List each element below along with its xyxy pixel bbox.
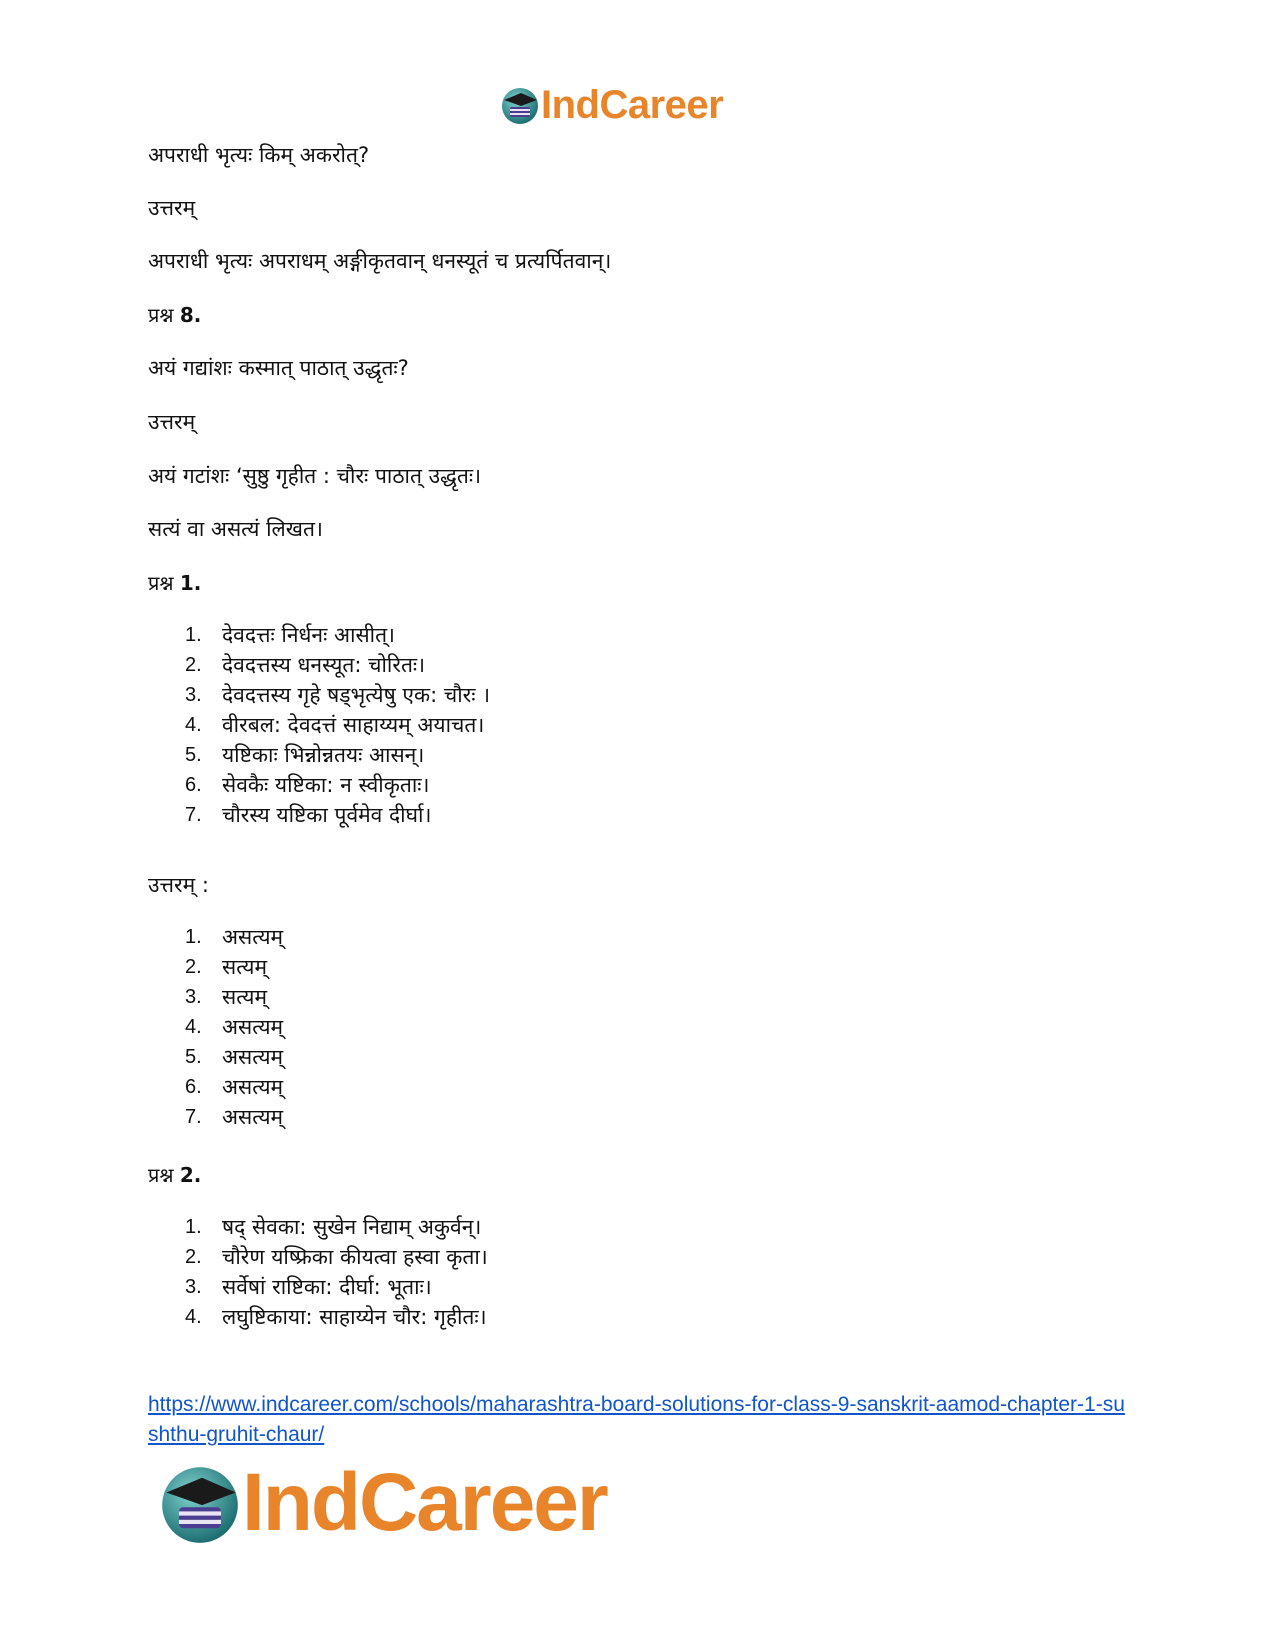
list-item-text: देवदत्तस्य धनस्यूत: चोरितः। — [222, 653, 426, 677]
list-item: 3. देवदत्तस्य गृहे षड्भृत्येषु एक: चौरः । — [148, 680, 490, 710]
list-item: 1. षद् सेवका: सुखेन निद्याम् अकुर्वन्। — [148, 1212, 488, 1242]
p2-heading — [148, 1160, 201, 1190]
q7-question: अपराधी भृत्यः किम् अकरोत्? — [148, 143, 370, 167]
logo-text: IndCareer — [541, 82, 724, 127]
p1-label: प्रश्न — [148, 571, 180, 595]
q8-answer-label: उत्तरम् — [148, 410, 196, 434]
list-item: 4. असत्यम् — [148, 1012, 283, 1042]
logo-text: IndCareer — [242, 1457, 607, 1548]
list-item-text: देवदत्तस्य गृहे षड्भृत्येषु एक: चौरः । — [222, 683, 491, 707]
p1-answer-list — [148, 922, 283, 1132]
header-logo — [500, 78, 723, 132]
list-item: 2. देवदत्तस्य धनस्यूत: चोरितः। — [148, 650, 490, 680]
globe-graduation-icon — [500, 85, 540, 125]
q8-label: प्रश्न — [148, 303, 180, 327]
list-item-text: सत्यम् — [222, 985, 268, 1009]
list-item: 6. असत्यम् — [148, 1072, 283, 1102]
p2-label: प्रश्न — [148, 1163, 180, 1187]
list-item: 1. देवदत्तः निर्धनः आसीत्। — [148, 620, 490, 650]
list-item-text: चौरेण यष्फ्रिका कीयत्वा हस्वा कृता। — [222, 1245, 488, 1269]
list-item: 3. सत्यम् — [148, 982, 283, 1012]
list-item: 5. यष्टिकाः भिन्नोन्नतयः आसन्। — [148, 740, 490, 770]
list-item-text: असत्यम् — [222, 1075, 284, 1099]
list-item: 7. चौरस्य यष्टिका पूर्वमेव दीर्घा। — [148, 800, 490, 830]
list-item: 4. लघुष्टिकाया: साहाय्येन चौर: गृहीतः। — [148, 1302, 488, 1332]
list-item: 4. वीरबल: देवदत्तं साहाय्यम् अयाचत। — [148, 710, 490, 740]
q7-answer: अपराधी भृत्यः अपराधम् अङ्गीकृतवान् धनस्यूतं च प्रत्यर्पितवान्। — [148, 249, 612, 273]
p2-statement-list — [148, 1212, 488, 1332]
p1-statement-list — [148, 620, 490, 830]
source-url-link[interactable]: https://www.indcareer.com/schools/maharashtra-board-solutions-for-class-9-sanskrit-aamod-chapter-1-sushthu-gruhit-chaur/ — [148, 1393, 1125, 1446]
footer-logo — [158, 1458, 607, 1548]
list-item-text: यष्टिकाः भिन्नोन्नतयः आसन्। — [222, 743, 425, 767]
q8-answer: अयं गटांशः ‘सुष्ठु गृहीत : चौरः पाठात् उद्धृतः। — [148, 464, 482, 488]
p2-number: 2. — [179, 1163, 202, 1187]
list-item: 5. असत्यम् — [148, 1042, 283, 1072]
p1-answer-label: उत्तरम् : — [148, 873, 209, 897]
list-item: 1. असत्यम् — [148, 922, 283, 952]
list-item: 2. सत्यम् — [148, 952, 283, 982]
globe-graduation-icon — [158, 1461, 242, 1545]
list-item-text: लघुष्टिकाया: साहाय्येन चौर: गृहीतः। — [222, 1305, 487, 1329]
list-item: 7. असत्यम् — [148, 1102, 283, 1132]
list-item-text: असत्यम् — [222, 925, 284, 949]
list-item: 2. चौरेण यष्फ्रिका कीयत्वा हस्वा कृता। — [148, 1242, 488, 1272]
list-item-text: षद् सेवका: सुखेन निद्याम् अकुर्वन्। — [222, 1215, 482, 1239]
list-item-text: सर्वेषां राष्टिका: दीर्घा: भूताः। — [222, 1275, 432, 1299]
list-item-text: असत्यम् — [222, 1045, 284, 1069]
list-item-text: चौरस्य यष्टिका पूर्वमेव दीर्घा। — [222, 803, 432, 827]
list-item-text: असत्यम् — [222, 1105, 284, 1129]
q7-answer-label: उत्तरम् — [148, 196, 196, 220]
list-item: 6. सेवकैः यष्टिका: न स्वीकृताः। — [148, 770, 490, 800]
list-item-text: वीरबल: देवदत्तं साहाय्यम् अयाचत। — [222, 713, 485, 737]
q8-question: अयं गद्यांशः कस्मात् पाठात् उद्धृतः? — [148, 356, 409, 380]
list-item-text: सत्यम् — [222, 955, 268, 979]
list-item-text: देवदत्तः निर्धनः आसीत्। — [222, 623, 396, 647]
p1-number: 1. — [179, 571, 202, 595]
list-item-text: सेवकैः यष्टिका: न स्वीकृताः। — [222, 773, 430, 797]
q8-heading — [148, 300, 201, 330]
q8-number: 8. — [179, 303, 202, 327]
section-heading: सत्यं वा असत्यं लिखत। — [148, 517, 323, 541]
list-item: 3. सर्वेषां राष्टिका: दीर्घा: भूताः। — [148, 1272, 488, 1302]
p1-heading — [148, 568, 201, 598]
list-item-text: असत्यम् — [222, 1015, 284, 1039]
